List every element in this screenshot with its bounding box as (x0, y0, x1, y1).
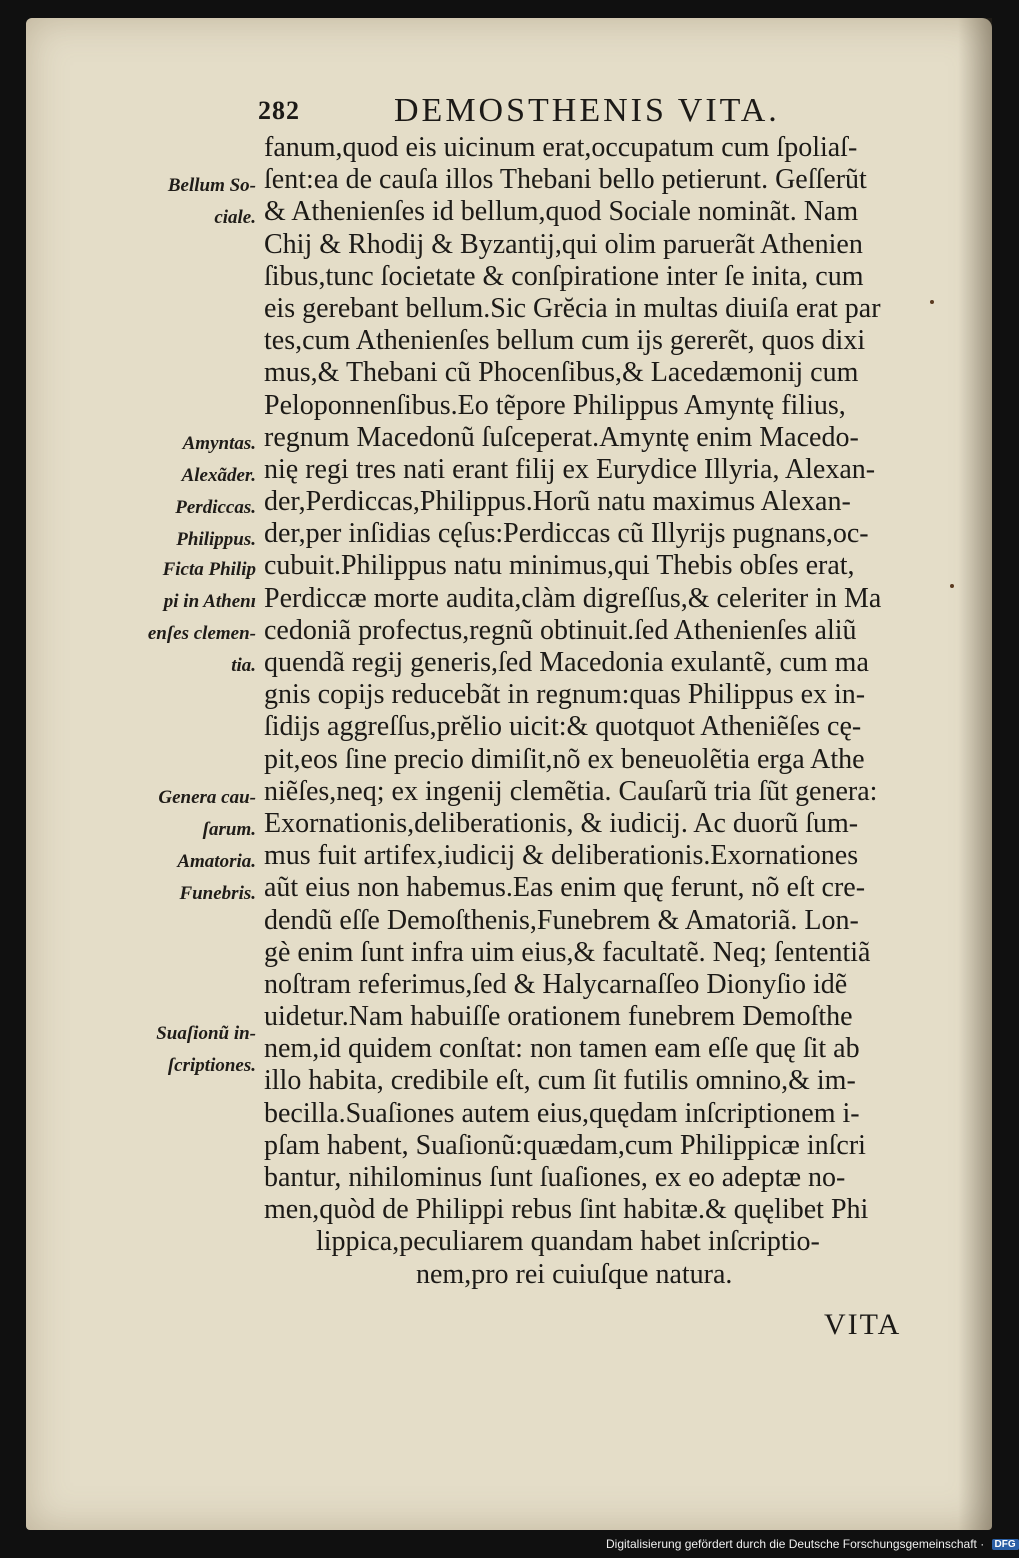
text-line: tes,cum Athenienſes bellum cum ijs gererẽt, quos dixi (264, 325, 866, 357)
text-line: gè enim ſunt infra uim eius,& facultatẽ. Neq; ſententiã (264, 936, 871, 968)
marginal-line: ciale. (214, 207, 256, 228)
main-text-block (264, 132, 924, 1291)
text-line: aũt eius non habemus.Eas enim quę ferunt, nõ eſt cre- (264, 872, 866, 904)
marginal-note-names (116, 428, 256, 556)
marginal-line: Philippus. (176, 529, 256, 550)
text-line: becilla.Suaſiones autem eius,quędam inſcriptionem i- (264, 1097, 860, 1129)
text-line: Chij & Rhodij & Byzantij,qui olim paruerãt Athenien (264, 228, 863, 260)
catchword: VITA (824, 1308, 902, 1341)
text-line: ſent:ea de cauſa illos Thebani bello petierunt. Geſſerũt (264, 164, 867, 196)
marginal-line: Bellum So- (167, 175, 256, 196)
text-line: gnis copijs reducebãt in regnum:quas Philippus ex in- (264, 679, 866, 711)
text-line: men,quòd de Philippi rebus ſint habitæ.& quęlibet Phi (264, 1194, 869, 1226)
text-line: ſidijs aggreſſus,prĕlio uicit:& quotquot Atheniẽſes cę- (264, 711, 862, 743)
footer-text: Digitalisierung gefördert durch die Deutsche Forschungsgemeinschaft · (606, 1537, 985, 1551)
text-line: nię regi tres nati erant filij ex Eurydice Illyria, Alexan- (264, 453, 876, 485)
marginal-line: Genera cau- (158, 787, 256, 808)
marginal-note-bellum-sociale (116, 170, 256, 234)
text-line: pſam habent, Suaſionũ:quædam,cum Philippicæ inſcri (264, 1129, 866, 1161)
dfg-logo-icon: DFG (992, 1539, 1019, 1550)
text-line: mus,& Thebani cũ Phocenſibus,& Lacedæmonij cum (264, 357, 859, 389)
text-line: niẽſes,neq; ex ingenij clemẽtia. Cauſarũ tria ſũt genera: (264, 775, 878, 807)
marginal-line: Funebris. (179, 883, 256, 904)
page-header (258, 90, 858, 134)
text-line: quendã regij generis,ſed Macedonia exulantẽ, cum ma (264, 647, 869, 678)
text-line: Exornationis,deliberationis, & iudicij. Ac duorũ ſum- (264, 807, 859, 839)
text-line: eis gerebant bellum.Sic Grĕcia in multas diuiſa erat par (264, 292, 881, 324)
text-line: der,per inſidias cęſus:Perdiccas cũ Illyrijs pugnans,oc- (264, 518, 869, 550)
marginal-line: enſes clemen- (147, 623, 256, 644)
text-line: pit,eos ſine precio dimiſit,nõ ex beneuolẽtia erga Athe (264, 743, 865, 775)
text-line: Perdiccæ morte audita,clàm digreſſus,& celeriter in Ma (264, 582, 882, 614)
text-line: illo habita, credibile eſt, cum ſit futilis omnino,& im- (264, 1065, 856, 1097)
marginal-note-suasionum (116, 1018, 256, 1082)
marginal-line: Perdiccas. (175, 497, 256, 518)
text-line: ſibus,tunc ſocietate & conſpiratione inter ſe inita, cum (264, 260, 864, 292)
running-title: DEMOSTHENIS VITA. (394, 92, 780, 129)
marginal-line: tia. (231, 655, 256, 676)
marginal-note-genera-causarum (116, 782, 256, 910)
marginal-note-ficta-clementia (116, 554, 256, 682)
text-line: uidetur.Nam habuiſſe orationem funebrem Demoſthe (264, 1001, 853, 1033)
marginal-line: pi in Athenı (163, 591, 256, 612)
page-gutter-shadow (958, 18, 992, 1530)
text-line: fanum,quod eis uicinum erat,occupatum cum ſpoliaſ- (264, 132, 858, 163)
text-line: dendũ eſſe Demoſthenis,Funebrem & Amatoriã. Lon- (264, 904, 859, 936)
marginal-line: Ficta Philip (162, 559, 256, 580)
text-line: cubuit.Philippus natu minimus,qui Thebis obſes erat, (264, 550, 855, 582)
marginal-line: Alexãder. (181, 465, 256, 486)
text-line: noſtram referimus,ſed & Halycarnaſſeo Dionyſio idẽ (264, 968, 848, 1000)
text-line: & Athenienſes id bellum,quod Sociale nominãt. Nam (264, 196, 859, 228)
marginal-line: Suaſionũ in- (156, 1023, 256, 1044)
book-page (26, 18, 992, 1530)
closing-line: nem,pro rei cuiuſque natura. (416, 1258, 733, 1290)
marginal-line: Amatoria. (177, 851, 256, 872)
text-line: Peloponnenſibus.Eo tẽpore Philippus Amyntę filius, (264, 389, 846, 421)
marginal-line: ſcriptiones. (167, 1055, 256, 1076)
page-number: 282 (258, 96, 300, 125)
text-line: mus fuit artifex,iudicij & deliberationis.Exornationes (264, 840, 859, 872)
digitization-footer (606, 1537, 1019, 1555)
paper-spot (950, 584, 954, 588)
text-line: cedoniã profectus,regnũ obtinuit.ſed Athenienſes aliũ (264, 614, 857, 646)
text-line: bantur, nihilominus ſunt ſuaſiones, ex eo adeptæ no- (264, 1162, 846, 1193)
marginal-line: Amyntas. (182, 433, 256, 454)
paper-spot (930, 300, 934, 304)
text-line: der,Perdiccas,Philippus.Horũ natu maximus Alexan- (264, 486, 851, 518)
marginal-line: ſarum. (202, 819, 256, 840)
text-line: nem,id quidem conſtat: non tamen eam eſſe quę ſit ab (264, 1033, 860, 1065)
text-line: regnum Macedonũ ſuſceperat.Amyntę enim Macedo- (264, 421, 859, 453)
closing-line: lippica,peculiarem quandam habet inſcriptio- (316, 1226, 820, 1258)
